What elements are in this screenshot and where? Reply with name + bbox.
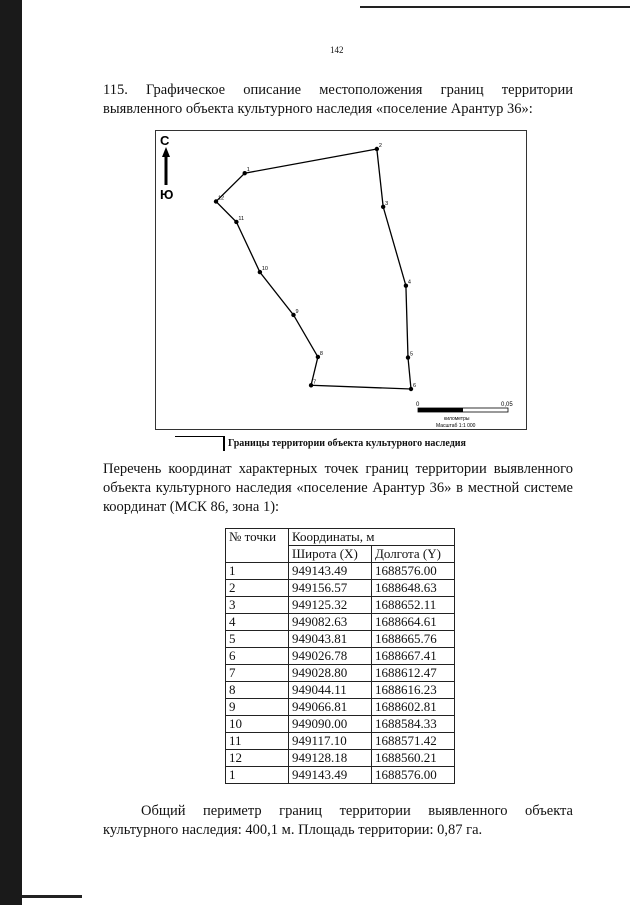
header-latitude: Широта (X) — [289, 546, 372, 563]
latitude-cell: 949156.57 — [289, 580, 372, 597]
latitude-cell: 949082.63 — [289, 614, 372, 631]
longitude-cell: 1688576.00 — [372, 563, 455, 580]
longitude-cell: 1688560.21 — [372, 750, 455, 767]
table-header-row — [226, 529, 455, 546]
longitude-cell: 1688616.23 — [372, 682, 455, 699]
coordinates-intro: Перечень координат характерных точек границ территории выявленного объекта культурного наследия «поселение Арантур 36» в местной системе координат (МСК 86, зона 1): — [103, 461, 573, 515]
point-number-cell: 4 — [226, 614, 289, 631]
table-row — [226, 682, 455, 699]
point-number-cell: 8 — [226, 682, 289, 699]
point-number-cell: 11 — [226, 733, 289, 750]
table-row — [226, 648, 455, 665]
table-row — [226, 767, 455, 784]
boundary-map-canvas — [156, 131, 526, 429]
longitude-cell: 1688602.81 — [372, 699, 455, 716]
boundary-point-label: 5 — [409, 351, 414, 358]
longitude-cell: 1688648.63 — [372, 580, 455, 597]
boundary-point-label: 3 — [385, 200, 389, 207]
header-longitude: Долгота (Y) — [372, 546, 455, 563]
boundary-map — [155, 130, 527, 430]
scan-edge-bottom — [22, 895, 82, 898]
point-number-cell: 6 — [226, 648, 289, 665]
latitude-cell: 949066.81 — [289, 699, 372, 716]
longitude-cell: 1688576.00 — [372, 767, 455, 784]
north-arrow-head — [162, 147, 170, 157]
section-heading: 115. Графическое описание местоположения границ территории выявленного объекта культурного наследия «поселение Арантур 36»: — [103, 82, 573, 117]
longitude-cell: 1688571.42 — [372, 733, 455, 750]
boundary-point-label: 1 — [246, 167, 250, 174]
boundary-point-label: 8 — [319, 350, 323, 357]
point-number-cell: 7 — [226, 665, 289, 682]
boundary-plot — [214, 143, 416, 391]
boundary-point-label: 2 — [378, 143, 382, 149]
latitude-cell: 949117.10 — [289, 733, 372, 750]
boundary-point-label: 6 — [413, 383, 417, 389]
point-number-cell: 3 — [226, 597, 289, 614]
summary-line-1: Общий периметр границ территории выявленного объекта — [141, 803, 573, 819]
scale-units-label: километры — [444, 416, 470, 422]
latitude-cell: 949128.18 — [289, 750, 372, 767]
longitude-cell: 1688652.11 — [372, 597, 455, 614]
point-number-cell: 10 — [226, 716, 289, 733]
scan-edge-top — [360, 6, 630, 8]
boundary-point-label: 4 — [407, 279, 411, 286]
boundary-point-label: 11 — [238, 215, 245, 222]
table-row — [226, 563, 455, 580]
point-number-cell: 5 — [226, 631, 289, 648]
header-point: № точки — [226, 529, 289, 563]
longitude-cell: 1688612.47 — [372, 665, 455, 682]
scale-bar-fill — [418, 408, 463, 412]
latitude-cell: 949026.78 — [289, 648, 372, 665]
table-row — [226, 733, 455, 750]
scan-edge-left — [0, 0, 22, 905]
coordinates-table — [225, 528, 455, 784]
longitude-cell: 1688664.61 — [372, 614, 455, 631]
point-number-cell: 1 — [226, 767, 289, 784]
territory-boundary — [216, 149, 414, 389]
legend-boundary-line — [175, 436, 225, 451]
table-row — [226, 580, 455, 597]
south-label: Ю — [160, 187, 174, 202]
boundary-point-label: 12 — [218, 195, 225, 202]
legend-label: Границы территории объекта культурного наследия — [228, 438, 466, 449]
point-number-cell: 2 — [226, 580, 289, 597]
north-arrow — [160, 133, 173, 202]
table-row — [226, 750, 455, 767]
scale-zero-label: 0 — [416, 402, 420, 408]
latitude-cell: 949090.00 — [289, 716, 372, 733]
scale-bar — [416, 402, 513, 429]
north-label: С — [160, 133, 170, 148]
header-coordinates: Координаты, м — [289, 529, 455, 546]
boundary-point-label: 10 — [261, 266, 268, 273]
scale-end-label: 0,05 — [501, 402, 513, 408]
table-row — [226, 665, 455, 682]
table-row — [226, 699, 455, 716]
point-number-cell: 1 — [226, 563, 289, 580]
table-row — [226, 716, 455, 733]
latitude-cell: 949143.49 — [289, 563, 372, 580]
longitude-cell: 1688667.41 — [372, 648, 455, 665]
map-legend — [175, 436, 466, 451]
summary-line-2: культурного наследия: 400,1 м. Площадь территории: 0,87 га. — [103, 822, 483, 838]
page-number: 142 — [330, 45, 344, 55]
table-row — [226, 597, 455, 614]
summary — [103, 802, 573, 840]
latitude-cell: 949044.11 — [289, 682, 372, 699]
point-number-cell: 12 — [226, 750, 289, 767]
boundary-point-label: 9 — [295, 308, 299, 315]
latitude-cell: 949125.32 — [289, 597, 372, 614]
latitude-cell: 949143.49 — [289, 767, 372, 784]
table-row — [226, 614, 455, 631]
point-number-cell: 9 — [226, 699, 289, 716]
latitude-cell: 949043.81 — [289, 631, 372, 648]
table-row — [226, 631, 455, 648]
boundary-point-label: 7 — [313, 379, 317, 386]
latitude-cell: 949028.80 — [289, 665, 372, 682]
longitude-cell: 1688584.33 — [372, 716, 455, 733]
scale-ratio-label: Масштаб 1:1 000 — [436, 423, 476, 429]
longitude-cell: 1688665.76 — [372, 631, 455, 648]
